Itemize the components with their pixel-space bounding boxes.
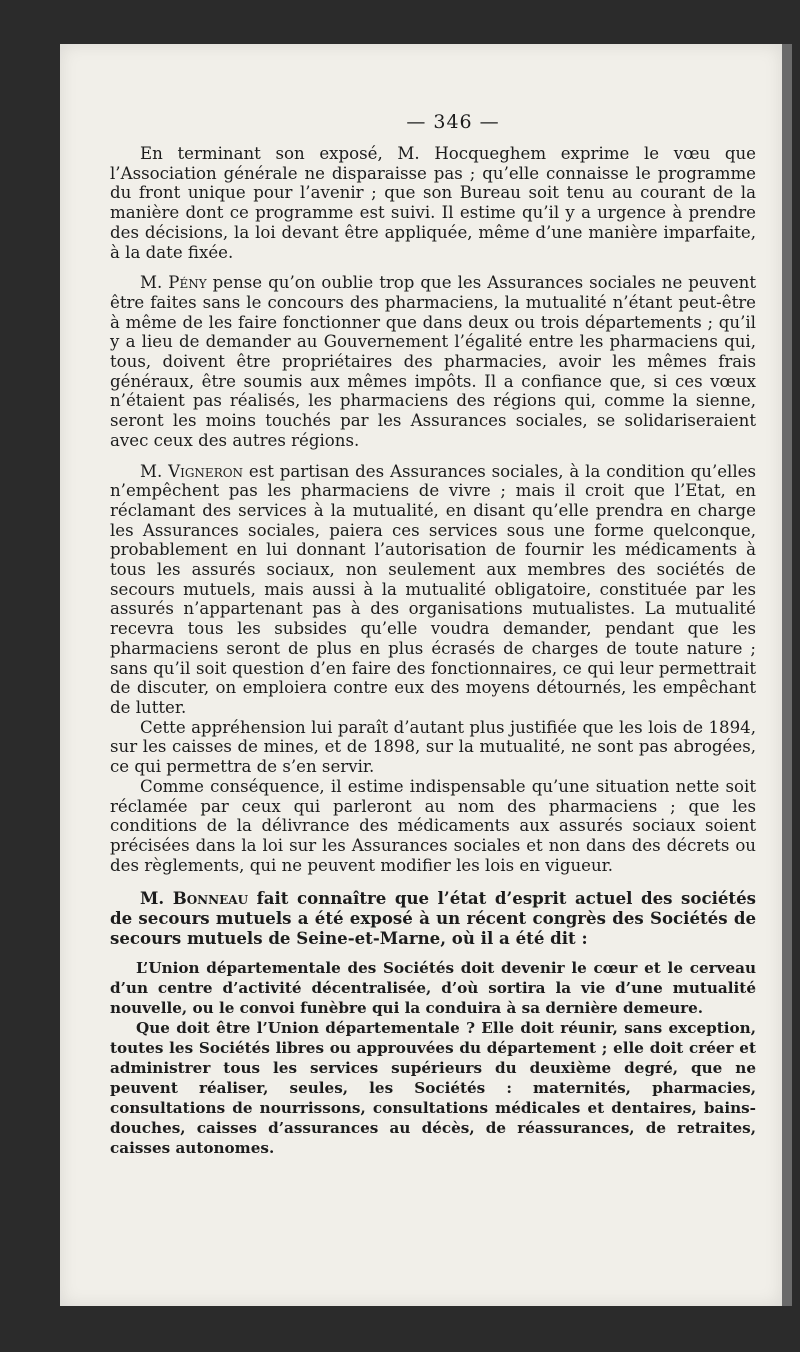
quote-paragraph-1: L’Union départementale des Sociétés doit devenir le cœur et le cerveau d’un centre d’activité décentralisée, d’où sortira la vie d’une mutualité nouvelle, ou le convoi funèbre qui la conduira à sa dernière demeure. (110, 959, 756, 1018)
quote-paragraph-2: Que doit être l’Union départementale ? Elle doit réunir, sans exception, toutes les Sociétés libres ou approuvées du département ; elle doit créer et administrer tous les services supérieurs du deuxième degré, que ne peuvent réaliser, seules, les Sociétés : maternités, pharmacies, consultations de nourrissons, consultations médicales et dentaires, bains-douches, caisses d’assurances au décès, de réassurances, de retraites, caisses autonomes. (110, 1019, 756, 1158)
speaker-bonneau: M. Bonneau (140, 888, 249, 909)
paragraph-peny (110, 273, 756, 450)
page-edge (782, 44, 792, 1306)
peny-text: pense qu’on oublie trop que les Assurances sociales ne peuvent être faites sans le concours des pharmaciens, la mutualité n’étant peut-être à même de les faire fonctionner que dans deux ou trois départements ; qu’il y a lieu de demander au Gouvernement l’égalité entre les pharmaciens qui, tous, doivent être propriétaires des pharmacies, avoir les mêmes frais généraux, être soumis aux mêmes impôts. Il a confiance que, si ces vœux n’étaient pas réalisés, les pharmaciens des régions qui, comme la sienne, seront les moins touchés par les Assurances sociales, se solidariseraient avec ceux des autres régions. (110, 273, 756, 450)
paragraph-vigneron (110, 462, 756, 718)
speaker-vigneron: M. Vigneron (140, 461, 244, 481)
paragraph-vigneron-cont1: Cette appréhension lui paraît d’autant plus justifiée que les lois de 1894, sur les caisses de mines, et de 1898, sur la mutualité, ne sont pas abrogées, ce qui permettra de s’en servir. (110, 717, 756, 777)
paragraph-bonneau (110, 889, 756, 948)
paragraph-vigneron-cont2: Comme conséquence, il estime indispensable qu’une situation nette soit réclamée par ceux qui parleront au nom des pharmaciens ; que les conditions de la délivrance des médicaments aux assurés sociaux soient précisées dans la loi sur les Assurances sociales et non dans des décrets ou des règlements, qui ne peuvent modifier les lois en vigueur. (110, 776, 756, 875)
page-number: — 346 — (406, 111, 500, 133)
page-text (110, 100, 756, 1158)
speaker-peny: M. Pény (140, 273, 207, 293)
vigneron-text: est partisan des Assurances sociales, à la condition qu’elles n’empêchent pas les pharmaciens de vivre ; mais il croit que l’Etat, en réclamant des services à la mutualité, en disant qu’elle prendra en charge les Assurances sociales, paiera ces services sous une forme quelconque, probablement en lui donnant l’autorisation de fournir les médicaments à tous les assurés sociaux, non seulement aux membres des sociétés de secours mutuels, mais aussi à la mutualité obligatoire, constituée par les assurés n’appartenant pas à des organisations mutualistes. La mutualité recevra tous les subsides qu’elle voudra demander, pendant que les pharmaciens seront de plus en plus écrasés de charges de toute nature ; sans qu’il soit question d’en faire des fonctionnaires, ce qui leur permettrait de discuter, on emploiera contre eux des moyens détournés, les empêchant de lutter. (110, 461, 756, 717)
paragraph-hocqueghem: En terminant son exposé, M. Hocqueghem exprime le vœu que l’Association générale ne disparaisse pas ; qu’elle connaisse le programme du front unique pour l’avenir ; que son Bureau soit tenu au courant de la manière dont ce programme est suivi. Il estime qu’il y a urgence à prendre des décisions, la loi devant être appliquée, même d’une manière imparfaite, à la date fixée. (110, 144, 756, 262)
bonneau-text: fait connaître que l’état d’esprit actuel des sociétés de secours mutuels a été exposé à un récent congrès des Sociétés de secours mutuels de Seine-et-Marne, où il a été dit : (110, 888, 756, 948)
